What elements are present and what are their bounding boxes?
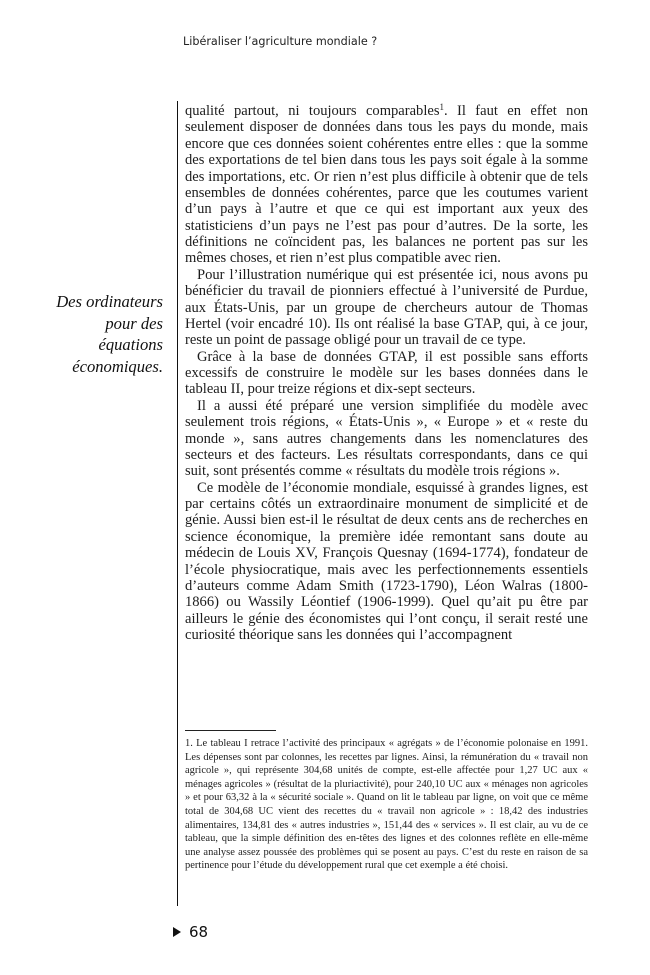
footnote bbox=[185, 737, 588, 873]
paragraph bbox=[185, 103, 588, 267]
margin-note-line: équations bbox=[98, 335, 163, 355]
page-number-value: 68 bbox=[189, 923, 209, 941]
paragraph-text: . Il faut en effet non seulement disposer de données dans tous les pays du monde, mais encore que ces données soient cohérentes entre elles : que la somme des exportations de tel bien dans tous les pays soit égale à la somme des importations, etc. Or rien n’est plus difficile à obtenir que de tels ensembles de données cohérentes, parce que les coutumes varient d’un pays à l’autre et que ce qui est important aux yeux des statisticiens d’un pays ne l’est pas pour d’autres. De la sorte, les définitions ne coïncident pas, les balances ne portent pas sur les mêmes choses, et rien n’est plus compatible avec rien. bbox=[185, 103, 588, 267]
paragraph-text: qualité partout, ni toujours comparables bbox=[185, 103, 440, 119]
margin-note bbox=[3, 291, 163, 377]
footnote-reference[interactable]: 1 bbox=[439, 102, 444, 112]
paragraph: Grâce à la base de données GTAP, il est possible sans efforts excessifs de construire le modèle sur les bases données dans le tableau II, pour treize régions et dix-sept secteurs. bbox=[185, 348, 588, 398]
margin-note-line: Des ordinateurs bbox=[56, 292, 163, 311]
paragraph: Pour l’illustration numérique qui est présentée ici, nous avons pu bénéficier du travail de pionniers effectué à l’université de Purdue, aux États-Unis, par un groupe de chercheurs autour de Thomas Hertel (voir encadré 10). Ils ont réalisé la base GTAP, qui, à ce jour, reste un point de passage obligé pour un travail de ce type. bbox=[185, 266, 588, 349]
body-text bbox=[185, 103, 588, 643]
margin-rule bbox=[177, 101, 178, 906]
footnote-separator bbox=[185, 730, 276, 731]
paragraph: Ce modèle de l’économie mondiale, esquissé à grandes lignes, est par certains côtés un extraordinaire monument de simplicité et de génie. Aussi bien est-il le résultat de deux cents ans de recherches en science économique, la première idée remontant sans doute au médecin de Louis XV, François Quesnay (1694-1774), fondateur de l’école physiocratique, mais avec les perfectionnements essentiels d’auteurs comme Adam Smith (1723-1790), Léon Walras (1800-1866) ou Wassily Léontief (1906-1999). Quel qu’ait pu être par ailleurs le génie des économistes qui l’ont conçu, il serait resté une curiosité théorique sans les données qui l’accompagnent bbox=[185, 479, 588, 643]
margin-note-line: économiques. bbox=[72, 356, 163, 376]
triangle-right-icon bbox=[173, 927, 181, 937]
paragraph: Il a aussi été préparé une version simplifiée du modèle avec seulement trois régions, « États-Unis », « Europe » et « reste du monde », sans autres changements dans les nomenclatures des secteurs et des facteurs. Les résultats correspondants, dans ce qui suit, sont présentés comme « résultats du modèle trois régions ». bbox=[185, 397, 588, 480]
footnote-text: 1. Le tableau I retrace l’activité des principaux « agrégats » de l’économie polonaise en 1991. Les dépenses sont par colonnes, les recettes par lignes. Ainsi, la rémunération du « travail non agricole », qui représente 304,68 unités de compte, est-elle affectée pour 1,27 UC aux « ménages agricoles » (résultat de la pluriactivité), pour 240,10 UC aux « ménages non agricoles » et pour 63,32 à la « sécurité sociale ». Quand on lit le tableau par ligne, on voit que ce même total de 304,68 UC vient des recettes du « travail non agricole » : 18,42 des industries alimentaires, 134,81 des « autres industries », 151,44 des « services ». Il est clair, au vu de ce tableau, que la simple définition des en-têtes des lignes et des colonnes reflète en elle-même une analyse assez poussée des problèmes qui se posent au pays. C’est du reste en raison de sa pertinence pour l’étude du développement rural que cet exemple a été choisi. bbox=[185, 738, 588, 872]
page-number bbox=[173, 923, 208, 941]
margin-note-line: pour des bbox=[105, 313, 163, 333]
running-head: Libéraliser l’agriculture mondiale ? bbox=[183, 35, 378, 48]
